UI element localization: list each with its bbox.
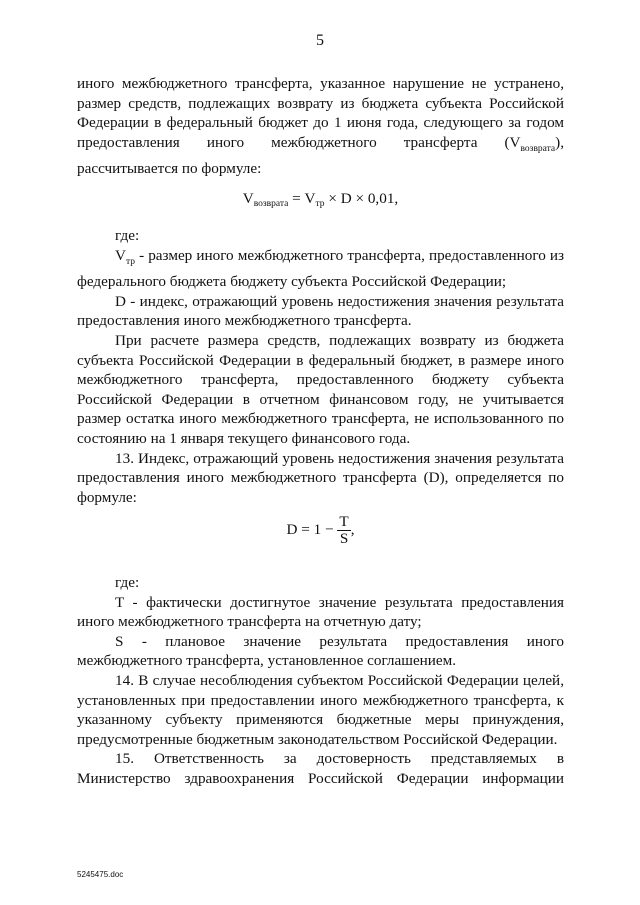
definitions-1 (77, 226, 564, 507)
def-t: T - фактически достигнутое значение результата предоставления иного межбюджетного трансферта на отчетную дату; (77, 593, 564, 631)
formula-1-tr-sub: тр (315, 199, 325, 209)
formula-1-eq: = V (288, 190, 316, 207)
para-1-v-sub: возврата (520, 143, 556, 154)
para-13: 13. Индекс, отражающий уровень недостижения значения результата предоставления иного межбюджетного трансферта (D), определяется по формуле: (77, 449, 564, 506)
formula-1-rest: × D × 0,01, (324, 190, 399, 207)
para-calc: При расчете размера средств, подлежащих возврату из бюджета субъекта Российской Федерации в федеральный бюджет, в размере иного межбюджетного трансферта, предоставленного бюджету субъекта Российской Федерации в отчетном финансовом году, не учитывается размер остатка иного межбюджетного трансферта, не использованного по состоянию на 1 января текущего финансового года. (77, 332, 564, 447)
para-15: 15. Ответственность за достоверность представляемых в Министерство здравоохранения Российской Федерации информации (77, 750, 564, 787)
definitions-2 (77, 573, 564, 789)
para-1-end: ), рассчитывается по формуле: (77, 133, 564, 178)
formula-1-v-sub: возврата (253, 199, 289, 209)
formula-index (77, 514, 564, 547)
def-vtr (77, 246, 564, 292)
def-vtr-sub: тр (125, 256, 135, 267)
page-number: 5 (316, 32, 324, 49)
def-d: D - индекс, отражающий уровень недостижения значения результата предоставления иного межбюджетного трансферта. (77, 292, 564, 330)
formula-2-fraction (337, 514, 350, 547)
where-label-2: где: (115, 574, 140, 591)
formula-1-v: V (242, 190, 254, 207)
formula-2-lhs: D = 1 − (286, 520, 338, 538)
footer-doc-code: 5245475.doc (77, 870, 124, 879)
para-14: 14. В случае несоблюдения субъектом Российской Федерации целей, установленных при предоставлении иного межбюджетного трансферта, к указанному субъекту применяются бюджетные меры принуждения, предусмотренные бюджетным законодательством Российской Федерации. (77, 671, 564, 748)
where-label-1: где: (115, 227, 140, 244)
def-vtr-text: - размер иного межбюджетного трансферта, предоставленного из федерального бюджета бюджету субъекта Российской Федерации; (77, 246, 564, 291)
para-1 (77, 74, 564, 179)
def-s: S - плановое значение результата предоставления иного межбюджетного трансферта, установленное соглашением. (77, 632, 564, 670)
formula-2-num: T (339, 513, 349, 530)
formula-return (77, 189, 564, 215)
formula-2-den: S (339, 530, 349, 547)
formula-2-end: , (350, 520, 355, 538)
para-1-text: иного межбюджетного трансферта, указанное нарушение не устранено, размер средств, подлежащих возврату из бюджета субъекта Российской Федерации в федеральный бюджет до 1 июня года, следующего за годом предоставления иного межбюджетного трансферта ( (77, 75, 564, 151)
para-1-v: V (509, 133, 521, 151)
def-vtr-v: V (115, 246, 126, 264)
